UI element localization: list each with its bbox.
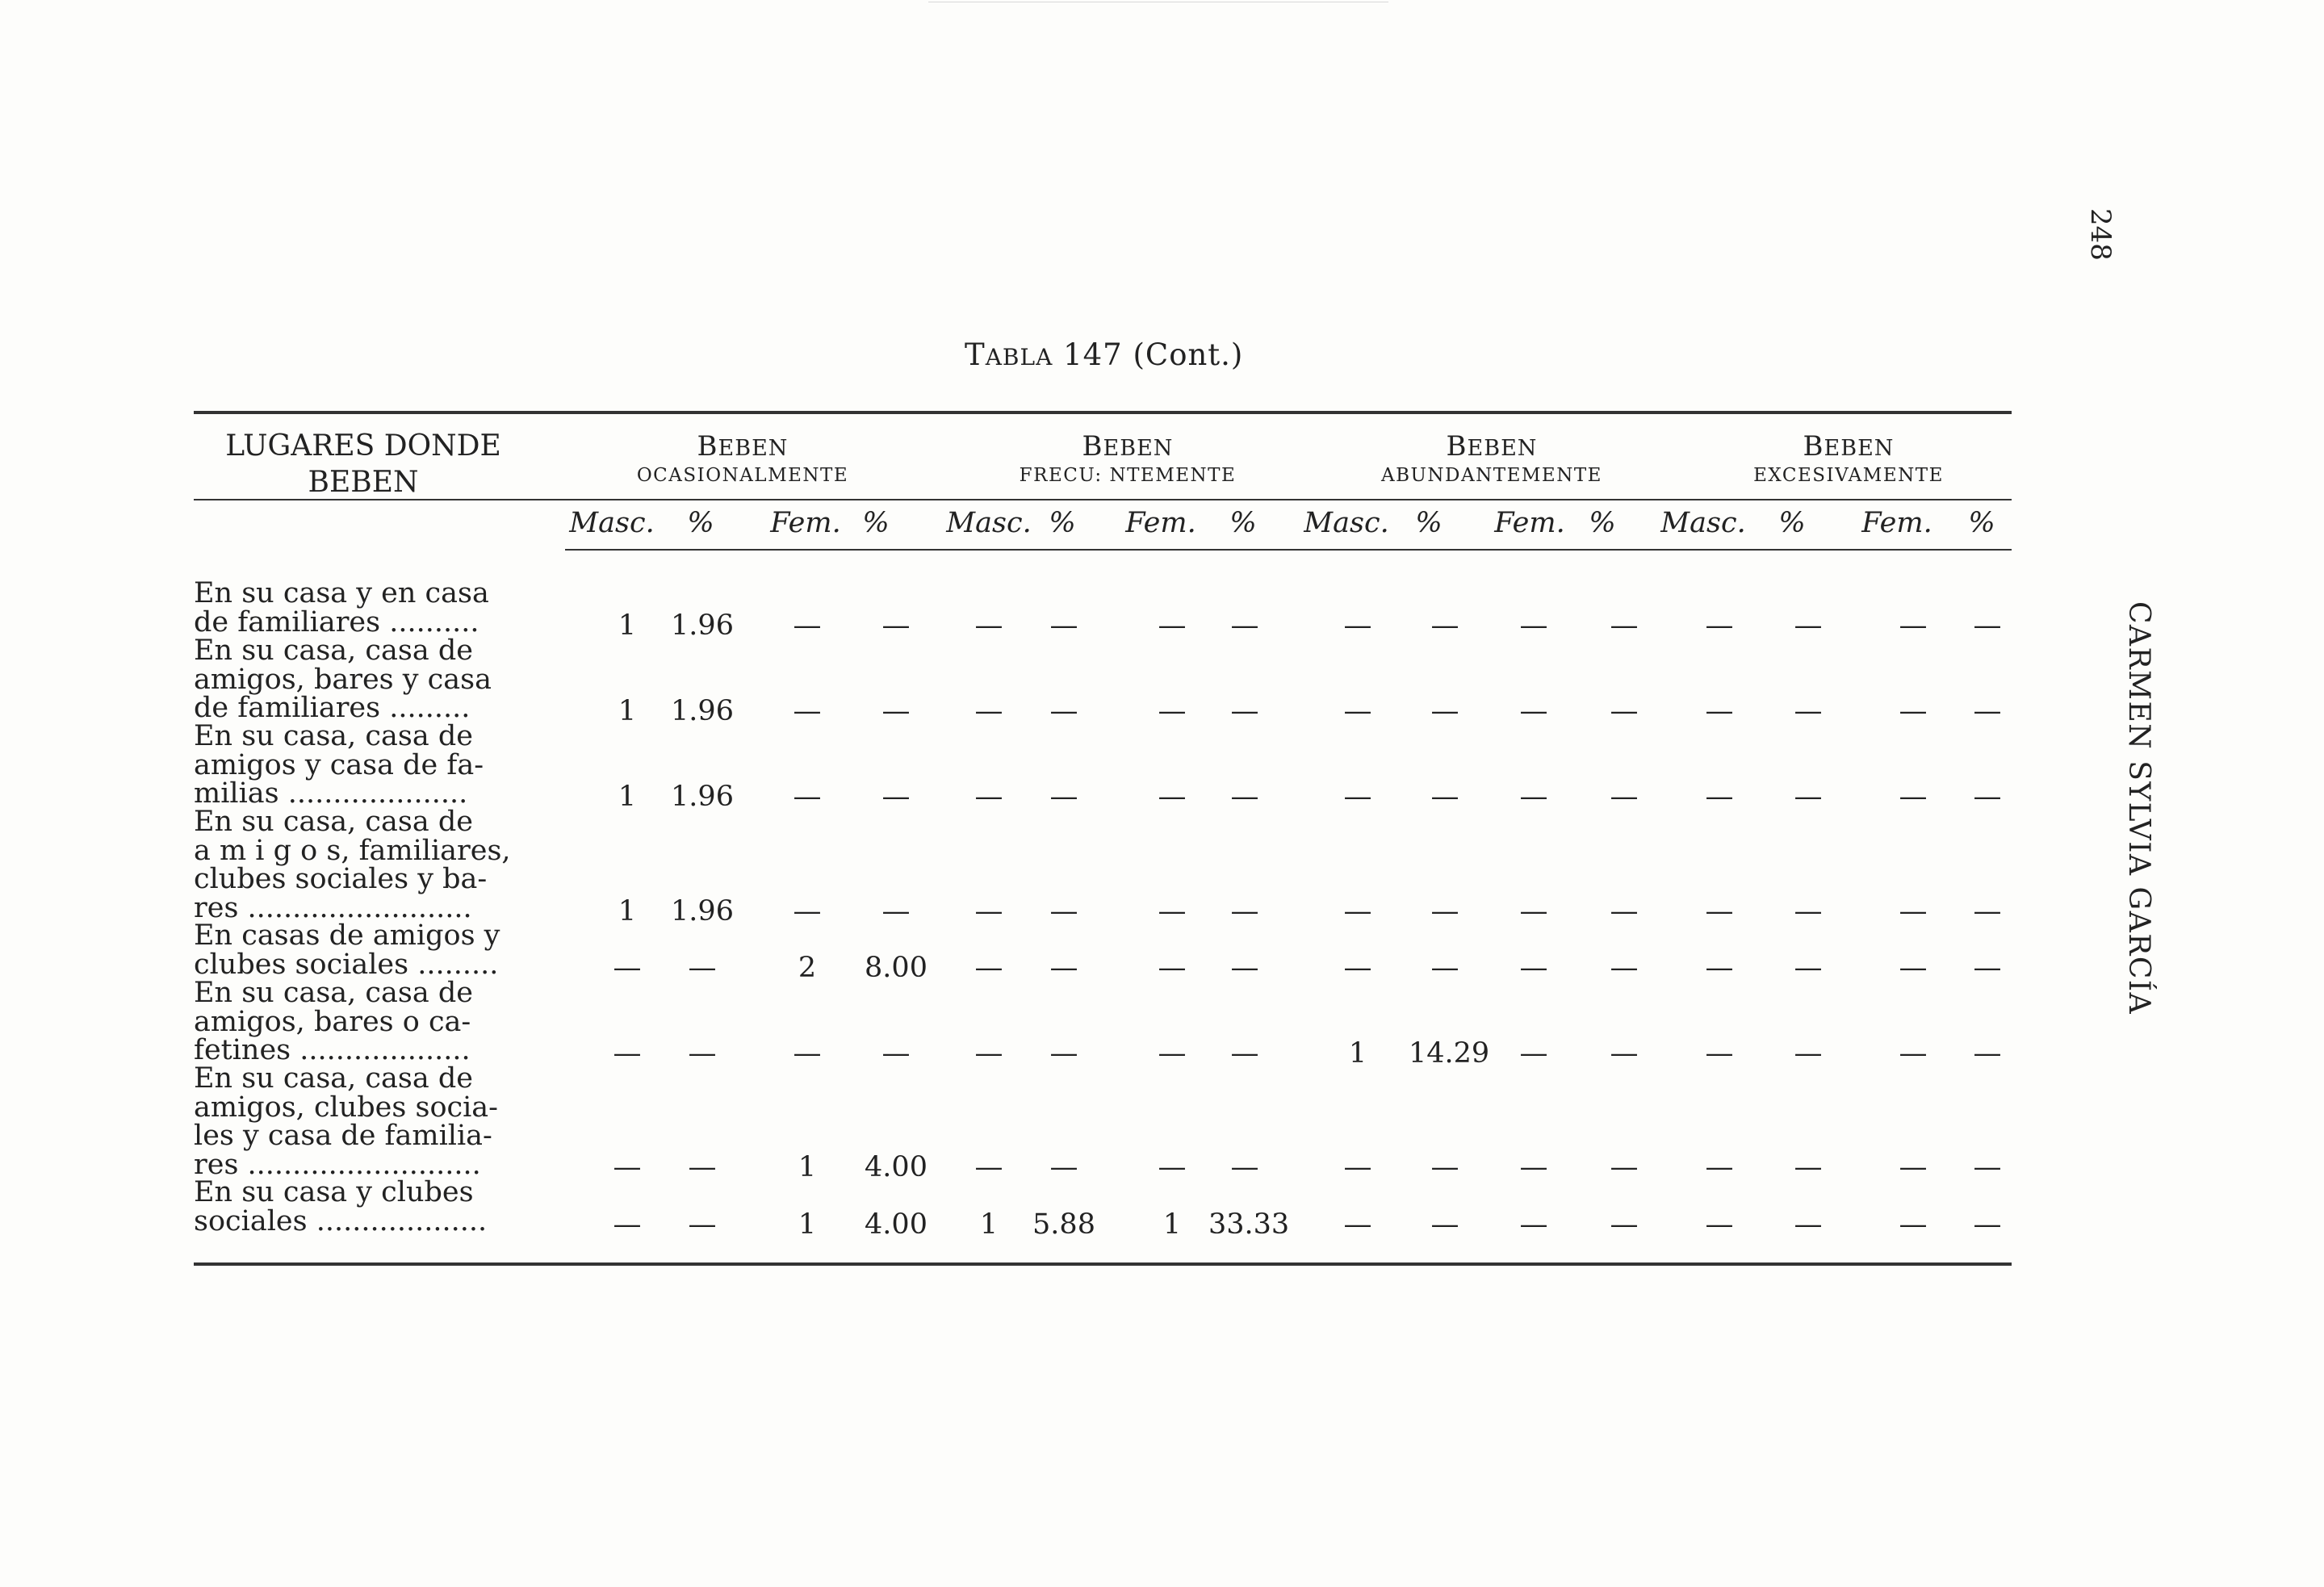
table-cell: — bbox=[1049, 952, 1078, 984]
table-cell: — bbox=[974, 781, 1003, 813]
row-label: En su casa, casa de amigos y casa de fa- milias .................... bbox=[194, 720, 484, 810]
table-cell: 1 bbox=[798, 1151, 817, 1183]
table-cell: — bbox=[1343, 781, 1372, 813]
group-header-frecuentemente: BEBEN FRECU: NTEMENTE bbox=[1019, 430, 1237, 486]
table-cell: — bbox=[1049, 1037, 1078, 1070]
row-label: En su casa y clubes sociales ................... bbox=[194, 1176, 488, 1237]
table-cell: — bbox=[1158, 952, 1187, 984]
table-cell: — bbox=[1430, 781, 1459, 813]
subheader-11: % bbox=[1589, 507, 1616, 539]
subheader-12: Masc. bbox=[1660, 507, 1746, 539]
table-cell: — bbox=[974, 609, 1003, 642]
row-label: En casas de amigos y clubes sociales ......... bbox=[194, 919, 500, 981]
page-number: 248 bbox=[2084, 208, 2117, 261]
table-cell: — bbox=[613, 952, 642, 984]
table-cell: — bbox=[1973, 952, 2002, 984]
table-cell: — bbox=[1794, 1151, 1823, 1183]
table-cell: — bbox=[974, 695, 1003, 727]
subheader-5: % bbox=[1049, 507, 1076, 539]
table-cell: — bbox=[1794, 952, 1823, 984]
table-cell: — bbox=[1705, 781, 1734, 813]
table-cell: — bbox=[613, 1037, 642, 1070]
table-cell: — bbox=[1794, 1037, 1823, 1070]
row-label: En su casa, casa de a m i g o s, familiares, clubes sociales y ba- res ......................... bbox=[194, 806, 511, 924]
table-cell: 1.96 bbox=[671, 695, 734, 727]
subheader-9: % bbox=[1415, 507, 1443, 539]
row-label: En su casa, casa de amigos, bares y casa de familiares ......... bbox=[194, 634, 492, 725]
running-head: CARMEN SYLVIA GARCÍA bbox=[2122, 601, 2155, 1015]
table-cell: 1 bbox=[798, 1208, 817, 1241]
subheader-13: % bbox=[1778, 507, 1806, 539]
table-cell: 33.33 bbox=[1208, 1208, 1290, 1241]
table-cell: — bbox=[1519, 609, 1548, 642]
table-cell: — bbox=[881, 781, 911, 813]
subheader-2: Fem. bbox=[770, 507, 841, 539]
table-cell: — bbox=[1430, 895, 1459, 927]
table-cell: 5.88 bbox=[1032, 1208, 1095, 1241]
table-cell: 4.00 bbox=[865, 1208, 928, 1241]
table-cell: — bbox=[1049, 695, 1078, 727]
table-cell: — bbox=[613, 1151, 642, 1183]
table-cell: 8.00 bbox=[865, 952, 928, 984]
table-cell: — bbox=[1899, 895, 1928, 927]
title-small: ABLA bbox=[985, 344, 1053, 371]
subheader-6: Fem. bbox=[1125, 507, 1196, 539]
table-cell: 1 bbox=[618, 609, 637, 642]
table-cell: — bbox=[1049, 781, 1078, 813]
table-cell: — bbox=[1158, 695, 1187, 727]
first-header-line-2: BEBEN bbox=[308, 466, 419, 499]
table-bottom-rule bbox=[194, 1262, 2012, 1266]
subheader-4: Masc. bbox=[946, 507, 1032, 539]
table-cell: — bbox=[1230, 895, 1259, 927]
table-cell: — bbox=[1230, 952, 1259, 984]
table-cell: — bbox=[1519, 1037, 1548, 1070]
table-cell: — bbox=[1049, 609, 1078, 642]
table-cell: — bbox=[1610, 895, 1639, 927]
subheader-15: % bbox=[1968, 507, 1995, 539]
table-cell: — bbox=[1899, 1208, 1928, 1241]
table-cell: 1.96 bbox=[671, 781, 734, 813]
table-cell: — bbox=[1899, 952, 1928, 984]
table-cell: — bbox=[1610, 1151, 1639, 1183]
subheader-8: Masc. bbox=[1304, 507, 1389, 539]
table-cell: — bbox=[688, 1151, 717, 1183]
table-cell: — bbox=[974, 952, 1003, 984]
table-cell: — bbox=[1705, 952, 1734, 984]
table-cell: 1 bbox=[618, 895, 637, 927]
table-cell: — bbox=[1158, 609, 1187, 642]
table-cell: — bbox=[1430, 609, 1459, 642]
table-cell: — bbox=[1973, 609, 2002, 642]
table-cell: — bbox=[793, 609, 822, 642]
table-cell: — bbox=[1519, 695, 1548, 727]
group-header-excesivamente: BEBEN EXCESIVAMENTE bbox=[1753, 430, 1944, 486]
table-cell: — bbox=[1899, 695, 1928, 727]
table-cell: — bbox=[974, 895, 1003, 927]
table-cell: — bbox=[1343, 952, 1372, 984]
group-header-ocasionalmente: BEBEN OCASIONALMENTE bbox=[636, 430, 849, 486]
table-cell: — bbox=[1230, 695, 1259, 727]
table-cell: — bbox=[1343, 1208, 1372, 1241]
table-cell: — bbox=[1794, 781, 1823, 813]
table-cell: — bbox=[881, 695, 911, 727]
subheader-0: Masc. bbox=[569, 507, 655, 539]
title-prefix: T bbox=[965, 337, 986, 372]
table-cell: — bbox=[1158, 1037, 1187, 1070]
subheader-3: % bbox=[862, 507, 890, 539]
table-cell: — bbox=[1610, 695, 1639, 727]
table-cell: 1.96 bbox=[671, 609, 734, 642]
subheader-rule bbox=[565, 549, 2012, 551]
table-cell: — bbox=[613, 1208, 642, 1241]
table-cell: — bbox=[1610, 609, 1639, 642]
table-cell: — bbox=[793, 695, 822, 727]
table-cell: — bbox=[1973, 1151, 2002, 1183]
table-cell: — bbox=[881, 895, 911, 927]
row-label: En su casa y en casa de familiares .......... bbox=[194, 577, 489, 639]
table-cell: — bbox=[1705, 1037, 1734, 1070]
table-cell: — bbox=[1343, 609, 1372, 642]
table-cell: — bbox=[1899, 1151, 1928, 1183]
table-cell: — bbox=[1343, 695, 1372, 727]
table-cell: 4.00 bbox=[865, 1151, 928, 1183]
table-cell: — bbox=[974, 1037, 1003, 1070]
table-cell: — bbox=[1794, 609, 1823, 642]
table-cell: — bbox=[1230, 609, 1259, 642]
first-column-header bbox=[194, 428, 533, 500]
table-cell: — bbox=[1705, 1208, 1734, 1241]
table-cell: — bbox=[793, 895, 822, 927]
table-cell: — bbox=[1519, 952, 1548, 984]
table-cell: — bbox=[1705, 695, 1734, 727]
table-cell: — bbox=[688, 952, 717, 984]
subheader-1: % bbox=[687, 507, 714, 539]
table-cell: — bbox=[793, 1037, 822, 1070]
table-cell: — bbox=[1610, 1208, 1639, 1241]
table-cell: — bbox=[881, 609, 911, 642]
table-title bbox=[965, 337, 1243, 372]
subheader-10: Fem. bbox=[1494, 507, 1565, 539]
table-cell: — bbox=[1230, 1037, 1259, 1070]
table-cell: — bbox=[1705, 895, 1734, 927]
table-cell: — bbox=[1899, 781, 1928, 813]
table-cell: 1 bbox=[1162, 1208, 1182, 1241]
table-cell: — bbox=[1973, 1037, 2002, 1070]
table-cell: — bbox=[1705, 1151, 1734, 1183]
first-header-line-1: LUGARES DONDE bbox=[225, 429, 501, 463]
table-cell: — bbox=[1230, 781, 1259, 813]
table-cell: — bbox=[1519, 1208, 1548, 1241]
table-cell: — bbox=[1343, 895, 1372, 927]
table-cell: — bbox=[1610, 1037, 1639, 1070]
subheader-7: % bbox=[1229, 507, 1257, 539]
table-cell: 1.96 bbox=[671, 895, 734, 927]
table-cell: — bbox=[688, 1037, 717, 1070]
row-label: En su casa, casa de amigos, bares o ca- fetines ................... bbox=[194, 977, 473, 1067]
table-cell: — bbox=[1794, 895, 1823, 927]
table-cell: — bbox=[1519, 895, 1548, 927]
table-cell: — bbox=[1158, 1151, 1187, 1183]
table-cell: — bbox=[1610, 952, 1639, 984]
table-cell: — bbox=[1049, 1151, 1078, 1183]
table-top-rule bbox=[194, 411, 2012, 414]
table-cell: — bbox=[1343, 1151, 1372, 1183]
table-cell: — bbox=[1610, 781, 1639, 813]
table-cell: — bbox=[1430, 695, 1459, 727]
table-cell: — bbox=[1430, 952, 1459, 984]
table-cell: — bbox=[1973, 781, 2002, 813]
table-cell: 1 bbox=[618, 781, 637, 813]
table-cell: 2 bbox=[798, 952, 817, 984]
table-cell: — bbox=[1519, 1151, 1548, 1183]
subheader-14: Fem. bbox=[1861, 507, 1932, 539]
table-cell: — bbox=[1973, 895, 2002, 927]
table-cell: 14.29 bbox=[1409, 1037, 1490, 1070]
table-cell: — bbox=[1973, 695, 2002, 727]
table-cell: 1 bbox=[618, 695, 637, 727]
table-cell: — bbox=[793, 781, 822, 813]
table-cell: — bbox=[974, 1151, 1003, 1183]
table-cell: 1 bbox=[1348, 1037, 1367, 1070]
group-header-abundantemente: BEBEN ABUNDANTEMENTE bbox=[1381, 430, 1602, 486]
table-cell: — bbox=[1519, 781, 1548, 813]
table-cell: — bbox=[1794, 695, 1823, 727]
title-rest: 147 (Cont.) bbox=[1053, 337, 1244, 372]
table-cell: — bbox=[1430, 1151, 1459, 1183]
table-cell: — bbox=[1230, 1151, 1259, 1183]
table-cell: — bbox=[1973, 1208, 2002, 1241]
table-cell: — bbox=[1049, 895, 1078, 927]
table-cell: — bbox=[688, 1208, 717, 1241]
table-cell: — bbox=[1899, 609, 1928, 642]
table-cell: — bbox=[1158, 781, 1187, 813]
row-label: En su casa, casa de amigos, clubes socia- les y casa de familia- res .......................... bbox=[194, 1062, 499, 1181]
table-cell: — bbox=[1430, 1208, 1459, 1241]
table-cell: — bbox=[1794, 1208, 1823, 1241]
table-cell: — bbox=[881, 1037, 911, 1070]
table-cell: — bbox=[1158, 895, 1187, 927]
table-cell: — bbox=[1705, 609, 1734, 642]
table-cell: 1 bbox=[979, 1208, 999, 1241]
table-cell: — bbox=[1899, 1037, 1928, 1070]
